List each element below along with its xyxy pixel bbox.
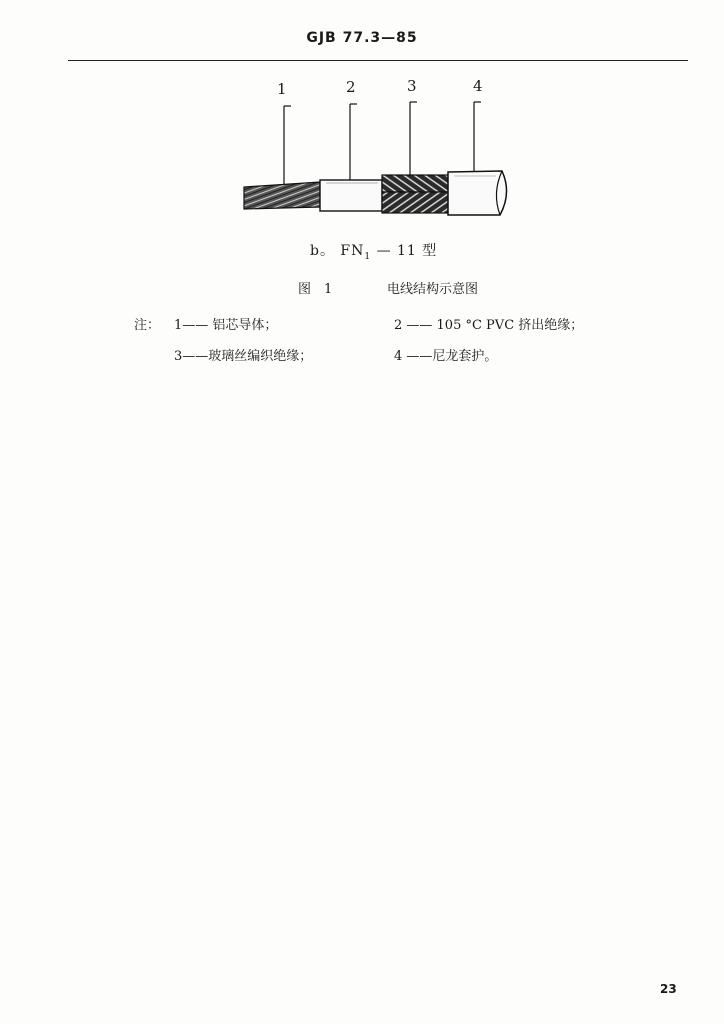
note-item-1: 1—— 铝芯导体； xyxy=(174,318,278,333)
document-code-header: GJB 77.3—85 xyxy=(306,30,418,46)
pvc-insulation xyxy=(320,180,382,211)
notes-label: 注： xyxy=(134,318,161,333)
figure-number: 图 1 xyxy=(298,282,333,297)
callout-1: 1 xyxy=(277,80,287,98)
glass-fibre-braid-lower xyxy=(382,192,448,213)
note-item-4: 4 ——尼龙套护。 xyxy=(394,349,498,364)
glass-fibre-braid-upper xyxy=(382,175,448,192)
cable-structure-diagram xyxy=(230,95,530,230)
subcaption-prefix: b。 FN xyxy=(310,243,365,259)
callout-2: 2 xyxy=(346,78,356,96)
note-item-3: 3——玻璃丝编织绝缘； xyxy=(174,349,313,364)
subcaption-suffix: — 11 型 xyxy=(371,243,438,259)
subcaption-subscript: 1 xyxy=(364,251,372,262)
header-rule xyxy=(68,60,688,61)
callout-4: 4 xyxy=(473,77,483,95)
page-number: 23 xyxy=(660,982,677,996)
callout-3: 3 xyxy=(407,77,417,95)
figure-subcaption xyxy=(310,240,437,262)
aluminium-conductor xyxy=(244,182,320,209)
note-item-2: 2 —— 105 °C PVC 挤出绝缘； xyxy=(394,318,584,333)
figure-title: 电线结构示意图 xyxy=(387,282,479,297)
